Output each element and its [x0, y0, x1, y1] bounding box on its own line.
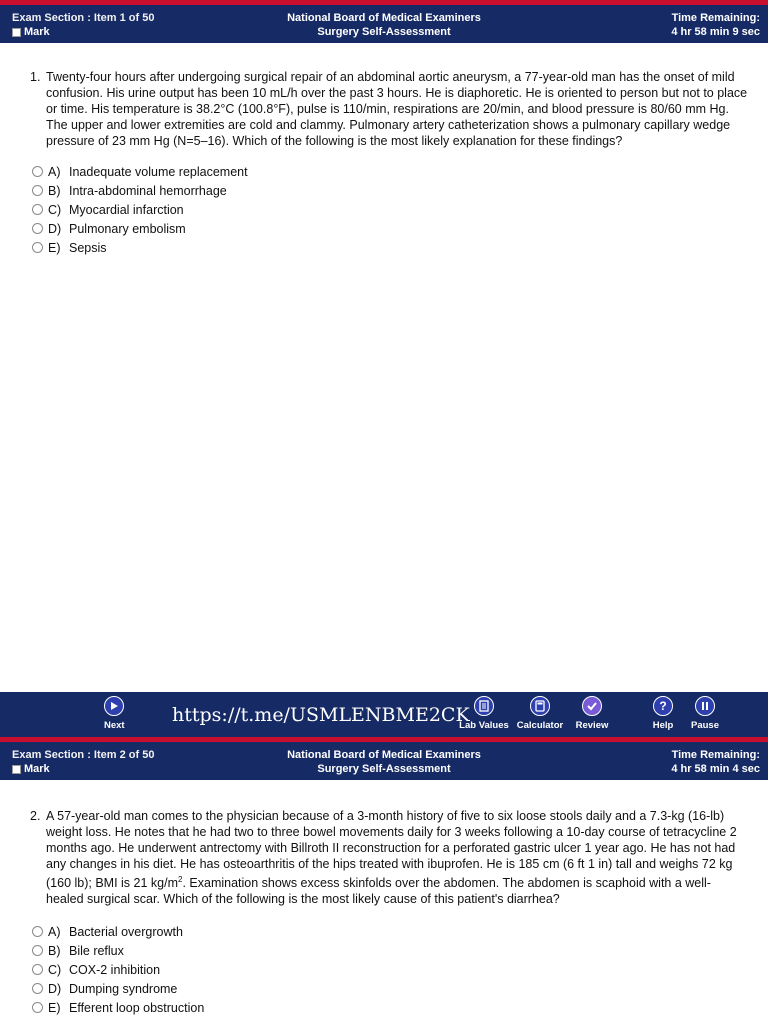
choice-text: Efferent loop obstruction	[69, 1000, 205, 1015]
answer-choice-a[interactable]	[32, 922, 748, 941]
bottom-toolbar	[0, 692, 768, 737]
next-label: Next	[104, 720, 125, 731]
question-2-text-part1: A 57-year-old man comes to the physician because of a 3-month history of five to six loose stools daily and a 7.3-kg (16-lb) weight loss. He notes that he had two to three bowel movements daily for 3 weeks following a 10-day course of tetracycline 2 months ago. He underwent antrectomy with Billroth II reconstruction for a perforated gastric ulcer 1 year ago. He has not had any changes in his diet. He has osteoarthritis of the hips treated with ibuprofen. He is 185 cm (6 ft 1 in) tall and weighs 72 kg (160 lb); BMI is 21 kg/m	[46, 809, 737, 891]
choice-letter: E)	[48, 1000, 61, 1015]
lab-values-button[interactable]	[456, 696, 512, 731]
radio-button[interactable]	[32, 926, 43, 937]
answer-choice-c[interactable]	[32, 960, 748, 979]
choice-text: Bacterial overgrowth	[69, 924, 183, 939]
exam-header-item-2	[0, 742, 768, 780]
answer-choice-e[interactable]	[32, 998, 748, 1017]
answer-choice-d[interactable]	[32, 219, 748, 238]
choice-letter: D)	[48, 981, 62, 996]
answer-choice-d[interactable]	[32, 979, 748, 998]
review-button[interactable]	[572, 696, 612, 731]
pause-label: Pause	[691, 720, 719, 731]
choice-letter: D)	[48, 221, 62, 236]
answer-choice-e[interactable]	[32, 238, 748, 257]
choice-letter: E)	[48, 240, 61, 255]
time-remaining-value: 4 hr 58 min 4 sec	[671, 763, 760, 775]
time-remaining	[671, 748, 760, 776]
radio-button[interactable]	[32, 983, 43, 994]
mark-label[interactable]: Mark	[24, 26, 50, 38]
exam-title-line2: Surgery Self-Assessment	[317, 26, 451, 38]
choice-letter: B)	[48, 183, 61, 198]
choice-letter: C)	[48, 202, 62, 217]
choice-letter: B)	[48, 943, 61, 958]
exam-section-label: Exam Section : Item 2 of 50	[12, 749, 155, 761]
question-1-stem	[30, 69, 748, 149]
question-1-choices	[32, 162, 748, 257]
lab-values-label: Lab Values	[459, 720, 509, 731]
next-arrow-icon	[104, 696, 124, 716]
exam-title	[0, 748, 768, 776]
question-2-superscript: 2	[178, 875, 183, 884]
next-button[interactable]	[104, 696, 125, 731]
watermark-url: https://t.me/USMLENBME2CK	[172, 704, 470, 726]
exam-title-line2: Surgery Self-Assessment	[317, 763, 451, 775]
checkmark-icon	[582, 696, 602, 716]
radio-button[interactable]	[32, 945, 43, 956]
choice-text: COX-2 inhibition	[69, 962, 161, 977]
time-remaining-label: Time Remaining:	[671, 12, 760, 24]
radio-button[interactable]	[32, 1002, 43, 1013]
exam-title-line1: National Board of Medical Examiners	[287, 749, 481, 761]
exam-section-label: Exam Section : Item 1 of 50	[12, 12, 155, 24]
choice-text: Sepsis	[69, 240, 107, 255]
exam-title	[0, 11, 768, 39]
lab-values-icon	[474, 696, 494, 716]
question-1-number: 1.	[30, 70, 41, 84]
question-1-text: Twenty-four hours after undergoing surgical repair of an abdominal aortic aneurysm, a 77-year-old man has the onset of mild confusion. His urine output has been 10 mL/h over the past 3 hours. He is diaphoretic. He is oriented to person but not to place or time. His temperature is 38.2°C (100.8°F), pulse is 110/min, respirations are 20/min, and blood pressure is 80/60 mm Hg. The upper and lower extremities are cold and clammy. Pulmonary artery catheterization shows a pulmonary capillary wedge pressure of 23 mm Hg (N=5–16). Which of the following is the most likely explanation for these findings?	[46, 70, 748, 148]
question-2-text	[46, 809, 737, 906]
question-mark-icon: ?	[653, 696, 673, 716]
time-remaining	[671, 11, 760, 39]
answer-choice-a[interactable]	[32, 162, 748, 181]
radio-button[interactable]	[32, 223, 43, 234]
question-2-stem	[30, 808, 748, 907]
question-2-text-part2: . Examination shows excess skinfolds over the abdomen. The abdomen is scaphoid with a well-healed surgical scar. Which of the following is the most likely cause of this patient's diarrhea?	[46, 876, 711, 907]
exam-title-line1: National Board of Medical Examiners	[287, 12, 481, 24]
choice-text: Inadequate volume replacement	[69, 164, 248, 179]
radio-button[interactable]	[32, 242, 43, 253]
choice-letter: C)	[48, 962, 62, 977]
question-2-number: 2.	[30, 809, 41, 823]
question-2-choices	[32, 922, 748, 1017]
calculator-label: Calculator	[516, 720, 564, 731]
answer-choice-b[interactable]	[32, 181, 748, 200]
question-1	[0, 69, 768, 257]
time-remaining-value: 4 hr 58 min 9 sec	[671, 26, 760, 38]
radio-button[interactable]	[32, 185, 43, 196]
choice-text: Intra-abdominal hemorrhage	[69, 183, 227, 198]
radio-button[interactable]	[32, 166, 43, 177]
review-label: Review	[575, 720, 609, 731]
choice-text: Dumping syndrome	[69, 981, 178, 996]
choice-text: Myocardial infarction	[69, 202, 184, 217]
choice-letter: A)	[48, 164, 61, 179]
choice-text: Pulmonary embolism	[69, 221, 186, 236]
answer-choice-b[interactable]	[32, 941, 748, 960]
mark-label[interactable]: Mark	[24, 763, 50, 775]
calculator-icon	[530, 696, 550, 716]
time-remaining-label: Time Remaining:	[671, 749, 760, 761]
pause-button[interactable]	[688, 696, 722, 731]
radio-button[interactable]	[32, 204, 43, 215]
calculator-button[interactable]	[514, 696, 566, 731]
pause-icon	[695, 696, 715, 716]
question-2	[0, 808, 768, 1017]
choice-letter: A)	[48, 924, 61, 939]
choice-text: Bile reflux	[69, 943, 124, 958]
exam-header-item-1	[0, 5, 768, 43]
radio-button[interactable]	[32, 964, 43, 975]
help-button[interactable]	[650, 696, 676, 731]
help-label: Help	[652, 720, 674, 731]
answer-choice-c[interactable]	[32, 200, 748, 219]
